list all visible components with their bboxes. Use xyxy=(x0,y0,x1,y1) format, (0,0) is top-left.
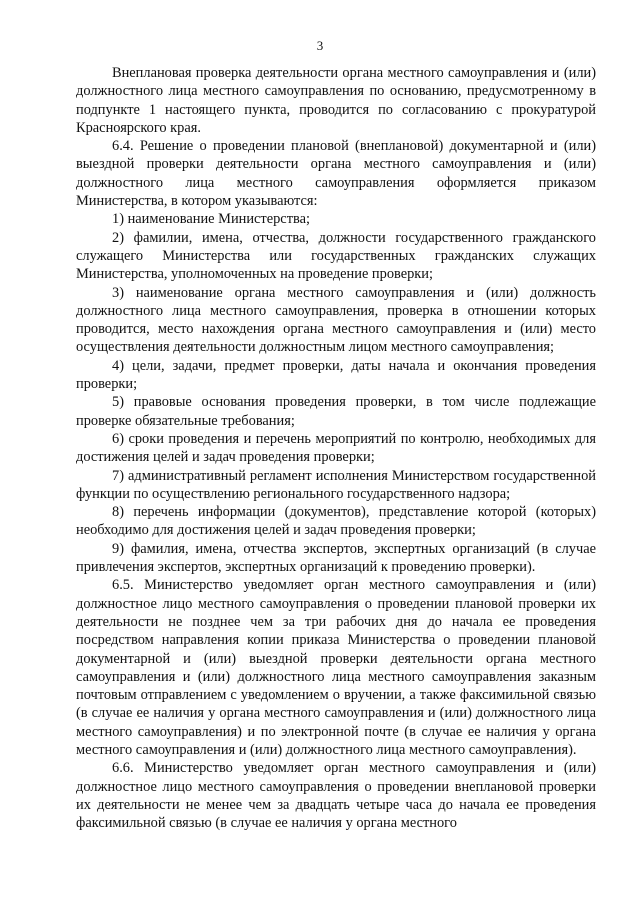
list-item-3: 3) наименование органа местного самоуправления и (или) должность должностного лица местного самоуправления, проверка в отношении которых проводится, место нахождения органа местного самоуправления и (или) место осуществления деятельности должностным лицом местного самоуправления; xyxy=(76,284,596,356)
list-item-8: 8) перечень информации (документов), представление которой (которых) необходимо для достижения целей и задач проведения проверки; xyxy=(76,504,596,539)
paragraph-6-6: 6.6. Министерство уведомляет орган местного самоуправления и (или) должностное лицо местного самоуправления о проведении внеплановой проверки их деятельности не менее чем за двадцать четыре часа до начала ее проведения факсимильной связью (в случае ее наличия у органа местного xyxy=(76,760,596,832)
paragraph-6-5: 6.5. Министерство уведомляет орган местного самоуправления и (или) должностное лицо местного самоуправления о проведении плановой проверки их деятельности не позднее чем за три рабочих дня до начала ее проведения посредством направления копии приказа Министерства о проведении плановой документарной и (или) выездной проверки деятельности органа местного самоуправления и (или) должностного лица местного самоуправления заказным почтовым отправлением с уведомлением о вручении, а также факсимильной связью (в случае ее наличия у органа местного самоуправления и (или) должностного лица местного самоуправления) и по электронной почте (в случае ее наличия у органа местного самоуправления и (или) должностного лица местного самоуправления). xyxy=(76,577,596,758)
list-item-9: 9) фамилия, имена, отчества экспертов, экспертных организаций (в случае привлечения экспертов, экспертных организаций к проведению проверки). xyxy=(76,540,596,576)
list-item-7: 7) административный регламент исполнения Министерством государственной функции по осуществлению регионального государственного надзора; xyxy=(76,467,596,502)
list-item-2: 2) фамилии, имена, отчества, должности государственного гражданского служащего Министерства или государственных гражданских служащих Министерства, уполномоченных на проведение проверки; xyxy=(76,229,596,283)
list-item-6: 6) сроки проведения и перечень мероприятий по контролю, необходимых для достижения целей и задач проведения проверки; xyxy=(76,430,596,466)
list-item-1: 1) наименование Министерства; xyxy=(112,211,310,228)
paragraph-unscheduled-check-approval: Внеплановая проверка деятельности органа местного самоуправления и (или) должностного лица местного самоуправления по основанию, предусмотренному в подпункте 1 настоящего пункта, проводится по согласованию с прокуратурой Красноярского края. xyxy=(76,65,596,136)
list-item-4: 4) цели, задачи, предмет проверки, даты начала и окончания проведения проверки; xyxy=(76,357,596,393)
page-number: 3 xyxy=(316,38,324,53)
paragraph-6-4: 6.4. Решение о проведении плановой (внеплановой) документарной и (или) выездной проверки деятельности органа местного самоуправления и (или) должностного лица местного самоуправления оформляется приказом Министерства, в котором указываются: xyxy=(76,138,596,210)
list-item-5: 5) правовые основания проведения проверки, в том числе подлежащие проверке обязательные требования; xyxy=(76,394,596,429)
document-body xyxy=(76,64,596,832)
